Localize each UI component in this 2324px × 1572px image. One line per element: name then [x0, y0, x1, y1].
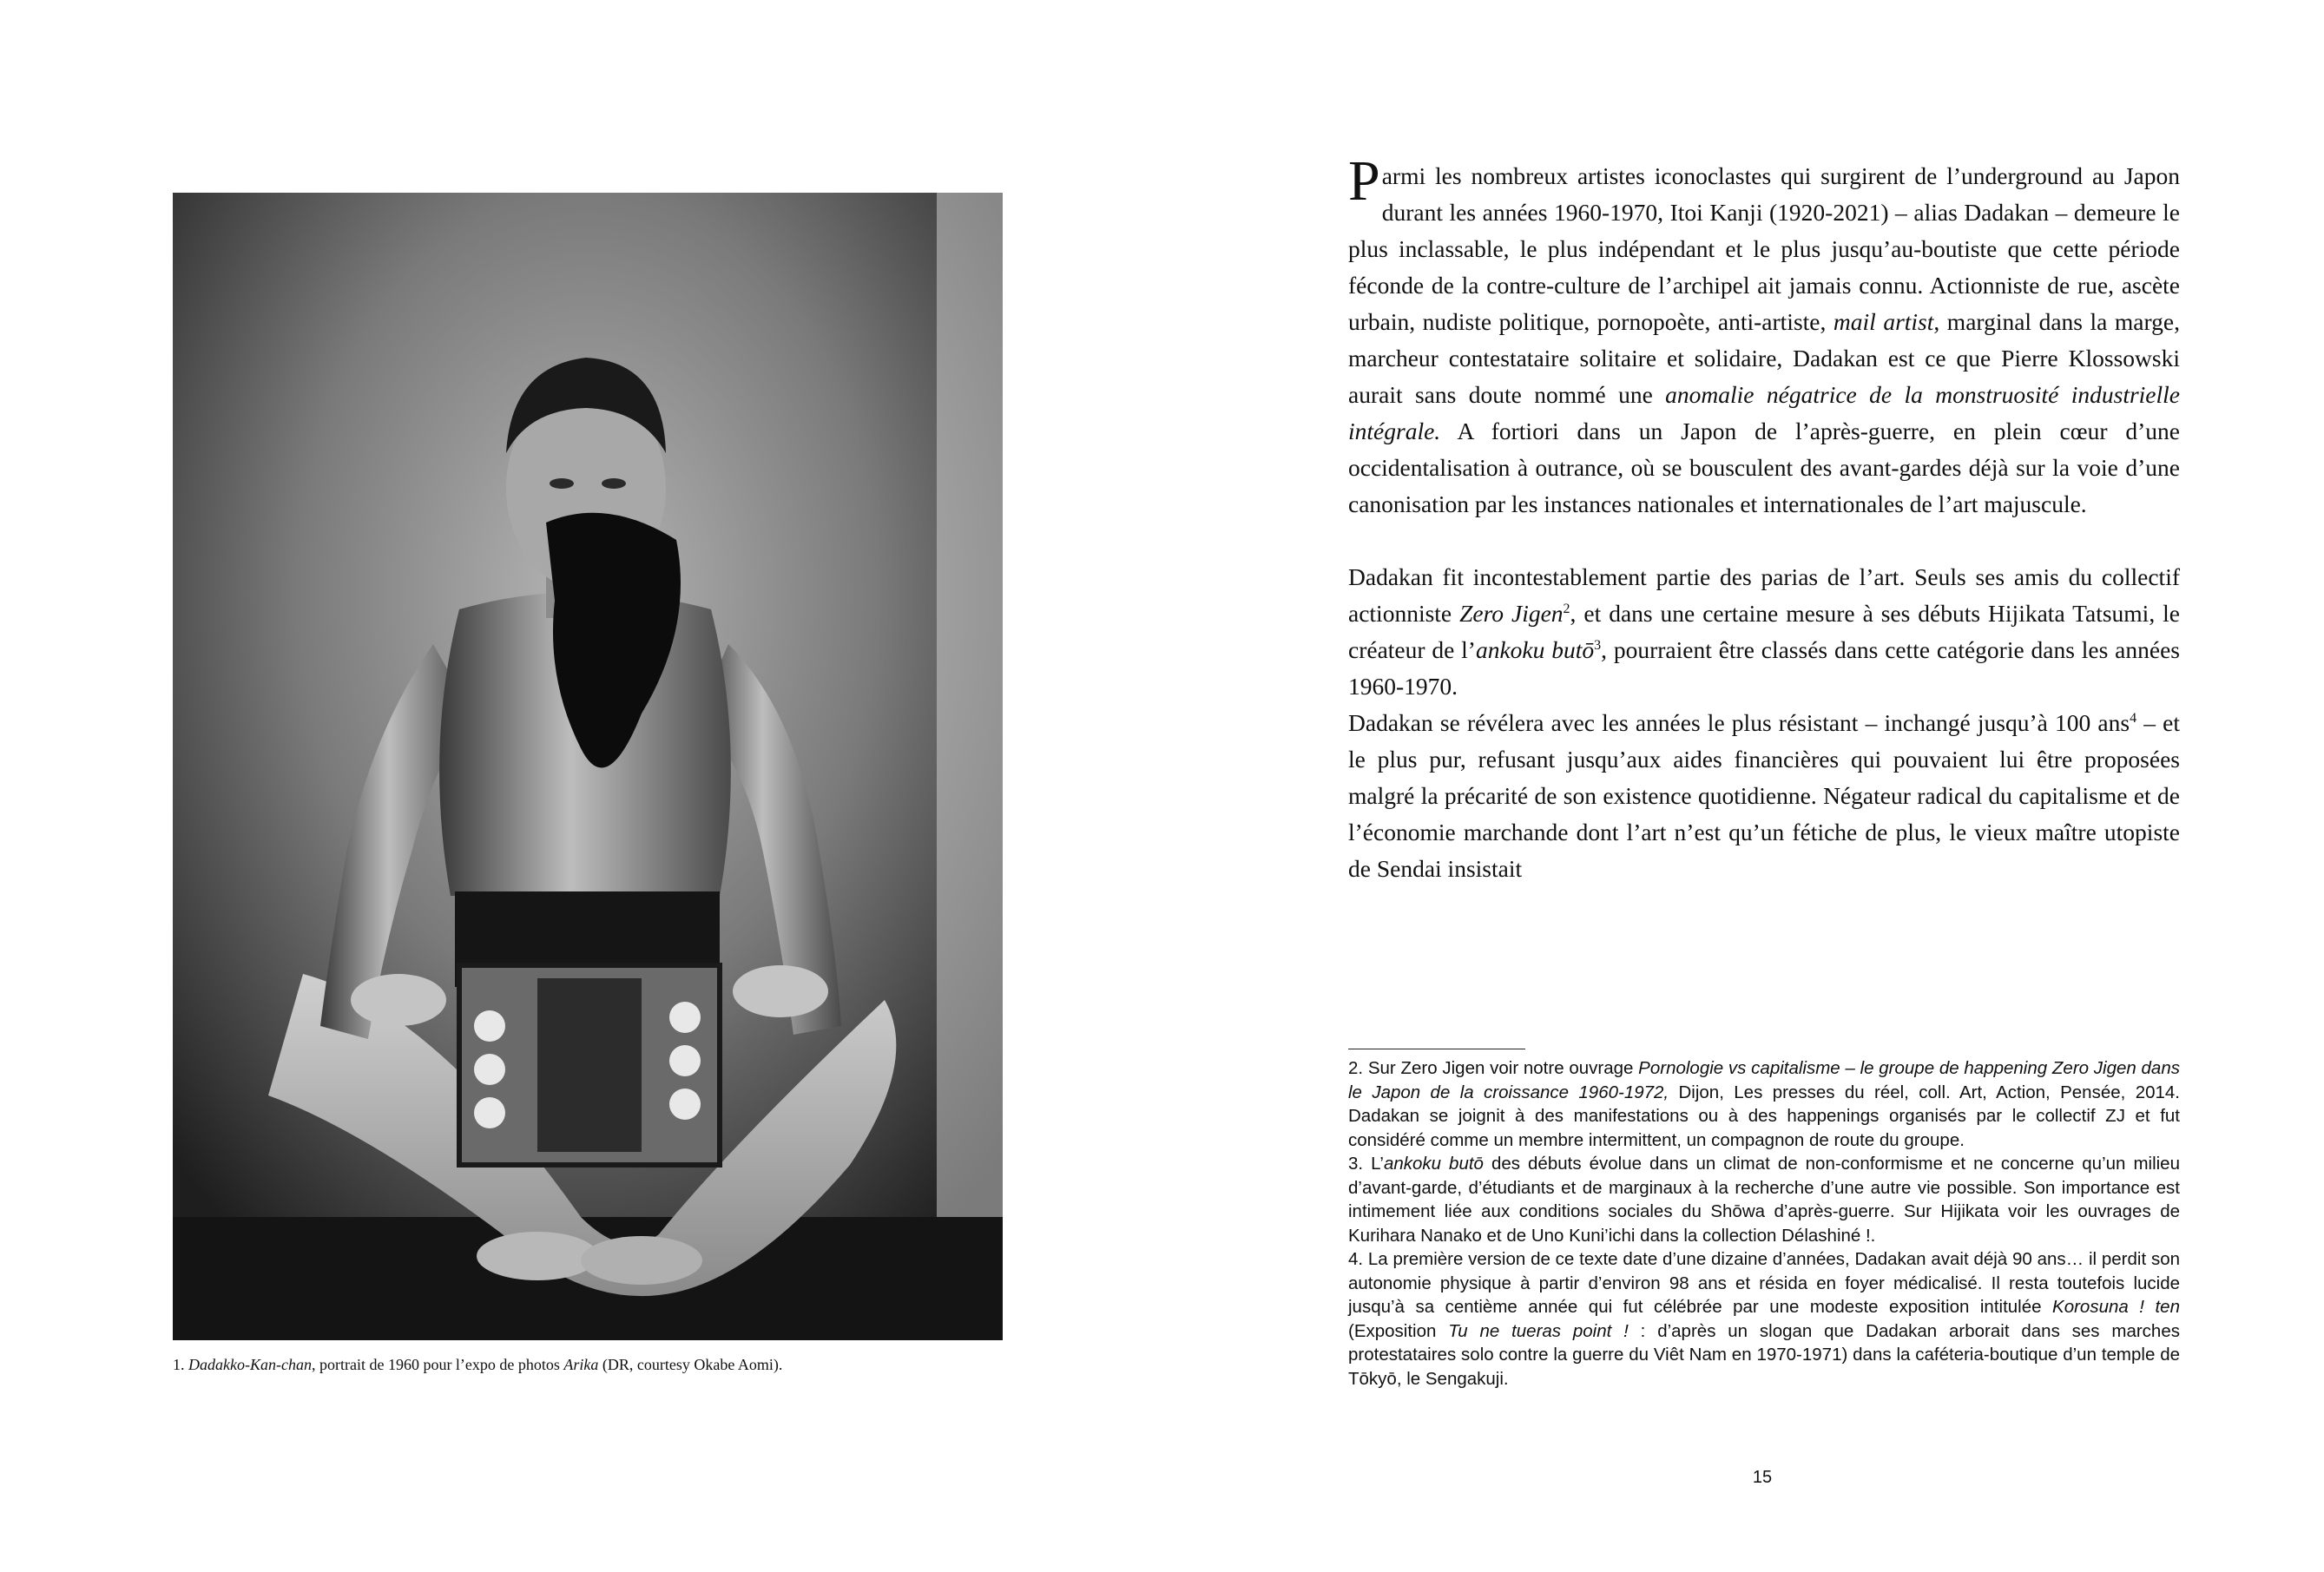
fn2-text-1: 2. Sur Zero Jigen voir notre ouvrage: [1348, 1058, 1639, 1078]
p3-text-1: Dadakan se révélera avec les années le plus résistant – inchangé jusqu’à 100 ans: [1348, 709, 2130, 736]
caption-number: 1.: [173, 1356, 185, 1373]
page-number: 15: [1752, 1468, 1773, 1487]
footnote-3: [1348, 1152, 2180, 1247]
paragraph-3: [1348, 705, 2180, 887]
caption-text-1: , portrait de 1960 pour l’expo de photos: [311, 1356, 564, 1373]
paragraph-1: [1348, 149, 2180, 523]
paragraph-2: [1348, 559, 2180, 705]
fn4-text-3: : d’après un slogan que Dadakan arborait dans ses marches protestataires solo contre la guerre du Viêt Nam en 1970-1971) dans la caféteria-boutique d’un temple de Tōkyō, le Sengakuji.: [1348, 1320, 2180, 1389]
fn4-italic-2: Tu ne tueras point !: [1448, 1320, 1629, 1341]
p2-italic-1: Zero Jigen: [1459, 600, 1564, 627]
p1-text-1: armi les nombreux artistes iconoclastes qui surgirent de l’underground au Japon durant les années 1960-1970, Itoi Kanji (1920-2021) – alias Dadakan – demeure le plus inclassable, le plus indépendant et le plus jusqu’au-boutiste que cette période féconde de la contre-culture de l’archipel ait jamais connu. Actionniste de rue, ascète urbain, nudiste politique, pornopoète, anti-artiste,: [1348, 162, 2180, 335]
fn4-text-1: 4. La première version de ce texte date d’une dizaine d’années, Dadakan avait déjà 90 ans… il perdit son autonomie physique à partir d’environ 98 ans et résida en foyer médicalisé. Il resta toutefois lucide jusqu’à sa centième année qui fut célébrée par une modeste exposition intitulée: [1348, 1249, 2180, 1317]
p1-text-2: , marginal dans la marge, marcheur contestataire solitaire et solidaire, Dadakan est ce que Pierre Klossowski aurait sans doute nommé une: [1348, 308, 2180, 408]
fn3-text-2: des débuts évolue dans un climat de non-conformisme et ne concerne qu’un milieu d’avant-garde, d’étudiants et de marginaux à la recherche d’une autre vie possible. Son importance est intimement liée aux conditions sociales du Shōwa d’après-guerre. Sur Hijikata voir les ouvrages de Kurihara Nanako et de Uno Kuni’ichi dans la collection Délashiné !.: [1348, 1154, 2180, 1246]
p2-text-2: , et dans une certaine mesure à ses débuts Hijikata Tatsumi, le créateur de l’: [1348, 600, 2180, 663]
p2-text-3: , pourraient être classés dans cette catégorie dans les années 1960-1970.: [1348, 636, 2180, 700]
fn3-text-1: 3. L’: [1348, 1154, 1384, 1174]
footnote-ref-4: 4: [2130, 710, 2137, 726]
portrait-photo: [173, 193, 1003, 1340]
caption-expo-title: Arika: [563, 1356, 599, 1373]
p2-italic-2: ankoku butō: [1475, 636, 1595, 663]
caption-text-2: (DR, courtesy Okabe Aomi).: [598, 1356, 783, 1373]
fn2-italic-1: Pornologie vs capitalisme – le groupe de happening Zero Jigen dans le Japon de la croissance 1960-1972,: [1348, 1058, 2180, 1102]
footnote-2: [1348, 1056, 2180, 1152]
figure-caption: [173, 1356, 1003, 1374]
fn2-text-2: Dijon, Les presses du réel, coll. Art, Action, Pensée, 2014. Dadakan se joignit à des manifestations ou à des happenings organisés par le collectif ZJ et fut considéré comme un membre intermittent, un compagnon de route du groupe.: [1348, 1082, 2180, 1150]
body-text: [1348, 149, 2180, 887]
drop-cap: P: [1348, 149, 1380, 213]
p1-text-3: A fortiori dans un Japon de l’après-guerre, en plein cœur d’une occidentalisation à outrance, où se bousculent des avant-gardes déjà sur la voie d’une canonisation par les instances nationales et internationales de l’art majuscule.: [1348, 418, 2180, 517]
fn4-text-2: (Exposition: [1348, 1320, 1449, 1341]
footnote-4: [1348, 1247, 2180, 1391]
p1-italic-2: anomalie négatrice de la monstruosité industrielle intégrale.: [1348, 381, 2180, 444]
footnote-ref-3: 3: [1594, 637, 1602, 653]
fn3-italic-1: ankoku butō: [1383, 1154, 1484, 1174]
footnote-ref-2: 2: [1563, 601, 1570, 616]
p2-text-1: Dadakan fit incontestablement partie des parias de l’art. Seuls ses amis du collectif actionniste: [1348, 563, 2180, 627]
caption-title: Dadakko-Kan-chan: [188, 1356, 312, 1373]
p3-text-2: – et le plus pur, refusant jusqu’aux aides financières qui pouvaient lui être proposées malgré la précarité de son existence quotidienne. Négateur radical du capitalisme et de l’économie marchande dont l’art n’est qu’un fétiche de plus, le vieux maître utopiste de Sendai insistait: [1348, 709, 2180, 882]
p1-italic-1: mail artist: [1833, 308, 1934, 335]
portrait-illustration: [173, 193, 1003, 1340]
footnotes: [1348, 1056, 2180, 1391]
fn4-italic-1: Korosuna ! ten: [2052, 1297, 2180, 1317]
